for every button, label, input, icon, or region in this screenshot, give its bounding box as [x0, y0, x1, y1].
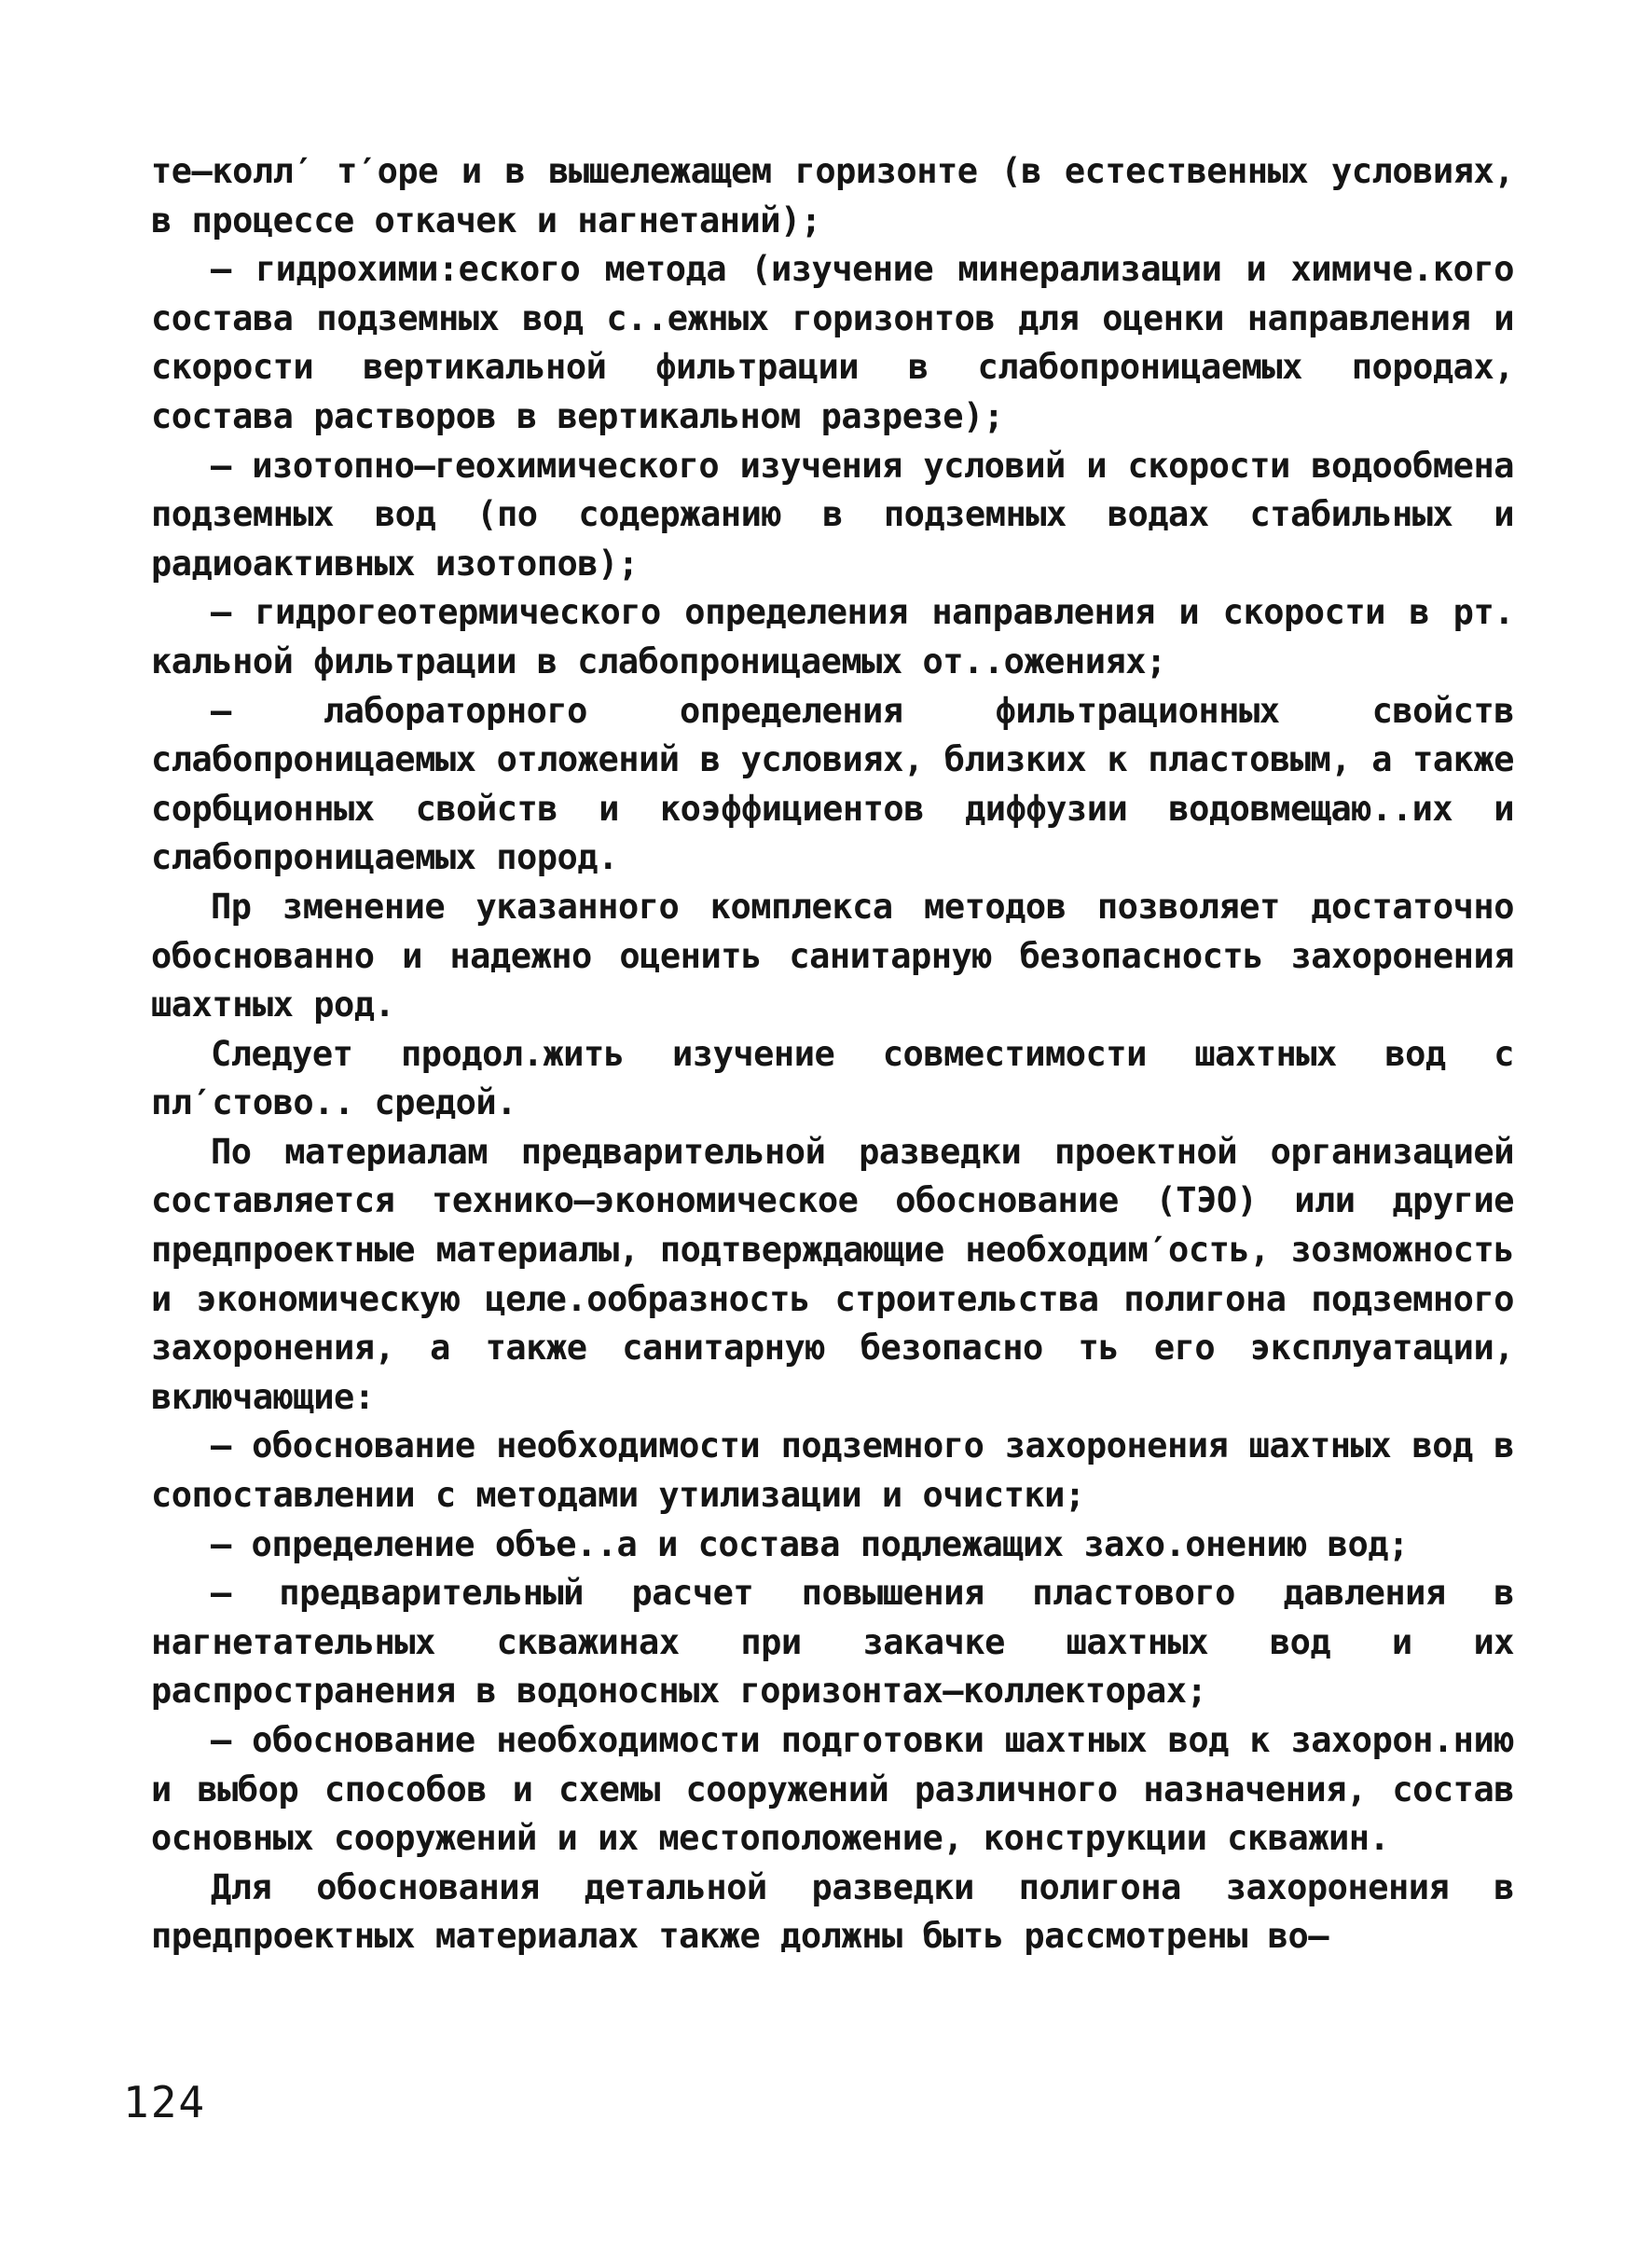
paragraph: – гидрохими:еского метода (изучение минерализации и химиче.кого состава подземных вод с..ежных горизонтов для оценки направления и скорости вертикальной фильтрации в слабопроницаемых породах, состава растворов в вертикальном разрезе);: [151, 249, 1514, 436]
paragraph: По материалам предварительной разведки проектной организацией составляется технико–экономическое обоснование (ТЭО) или другие предпроектные материалы, подтверждающие необходим′ость, зозможность и экономическую целе.ообразность строительства полигона подземного захоронения, а также санитарную безопасно ть его эксплуатации, включающие:: [151, 1131, 1514, 1417]
paragraph: – обоснование необходимости подготовки шахтных вод к захорон.нию и выбор способов и схемы сооружений различного назначения, состав основных сооружений и их местоположение, конструкции скважин.: [151, 1720, 1514, 1859]
paragraph: те–колл′ т′оре и в вышележащем горизонте (в естественных условиях, в процессе откачек и нагнетаний);: [151, 151, 1514, 241]
page-number: 124: [123, 2077, 207, 2127]
paragraph: Пр змeнение указанного комплекса методов позволяет достаточно обоснованно и надежно оценить санитарную безопасность захоронения шахтных род.: [151, 886, 1514, 1025]
body-text: [151, 147, 1514, 1961]
paragraph: – предварительный расчет повышения пластового давления в нагнетательных скважинах при закачке шахтных вод и их распространения в водоносных горизонтах–коллекторах;: [151, 1573, 1514, 1712]
paragraph: – лабораторного определения фильтрационных свойств слабопроницаемых отложений в условиях, близких к пластовым, а также сорбционных свойств и коэффициентов диффузии водовмещаю..их и слабопроницаемых пород.: [151, 690, 1514, 878]
paragraph: – гидрогеотермического определения направления и скорости в рт. кальной фильтрации в слабопроницаемых от..ожениях;: [151, 592, 1514, 681]
paragraph: – обоснование необходимости подземного захоронения шахтных вод в сопоставлении с методами утилизации и очистки;: [151, 1425, 1514, 1516]
paragraph: Для обоснования детальной разведки полигона захоронения в предпроектных материалах также должны быть рассмотрены во–: [151, 1866, 1514, 1957]
paragraph: – изотопно–геохимического изучения условий и скорости водообмена подземных вод (по содержанию в подземных водах стабильных и радиоактивных изотопов);: [151, 445, 1514, 584]
paragraph: – определение объе..а и состава подлежащих захо.онению вод;: [211, 1523, 1409, 1564]
paragraph: Следует продол.жить изучение совместимости шахтных вод с пл′стово.. средой.: [151, 1033, 1514, 1123]
